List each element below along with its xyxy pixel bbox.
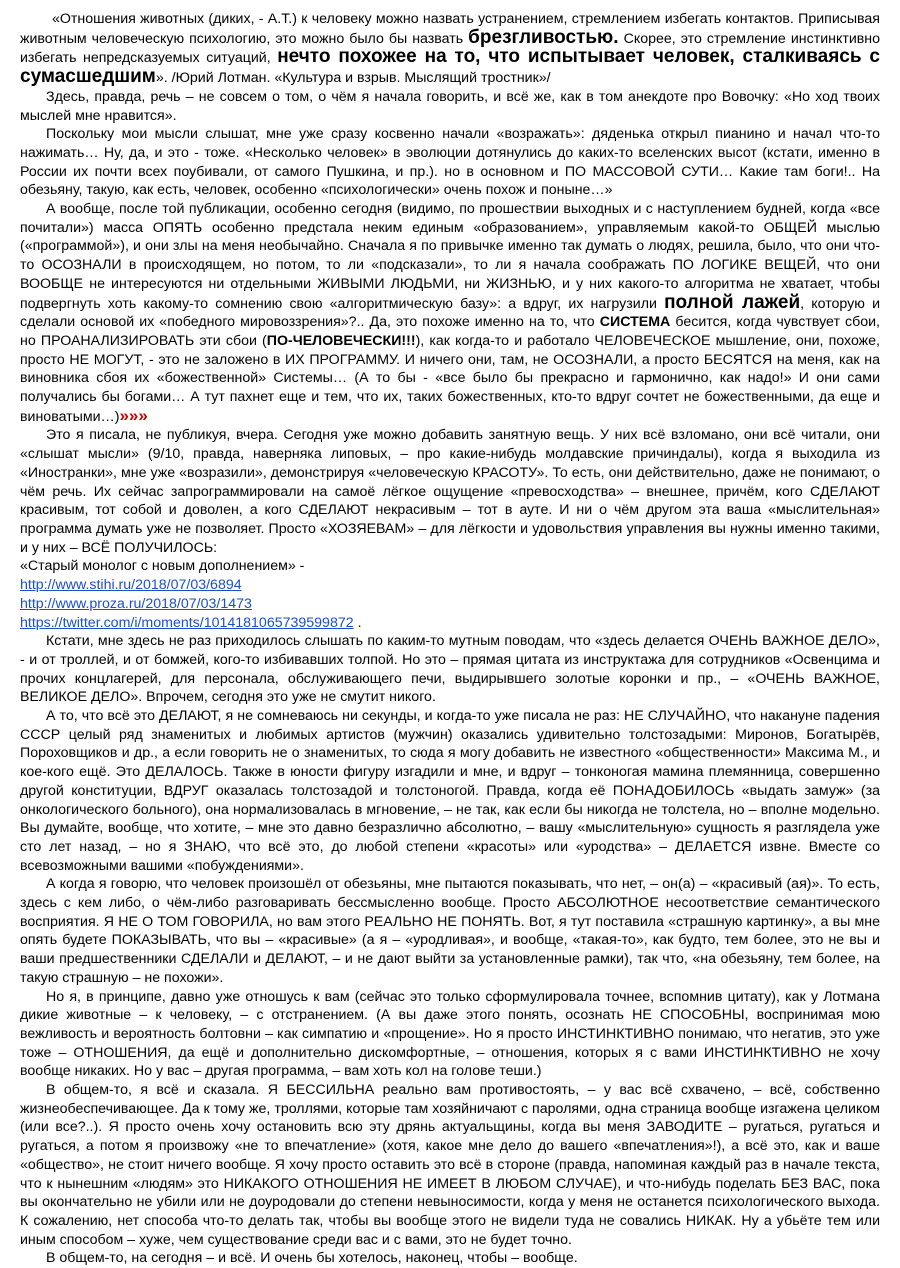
paragraph-yesterday: Это я писала, не публикуя, вчера. Сегодня уже можно добавить занятную вещь. У них всё взломано, они всё читали, они «слышат мысли» (9/10, правда, наверняка липовых, – про какие-нибудь молдавские причиндалы), когда я выходила из «Иностранки», мне уже «возразили», демонстрируя «человеческую КРАСОТУ». То есть, они действительно, даже не понимают, о чём речь. Их сейчас запрограммировали на самоё лёгкое ощущение «превосходства» – внешнее, причём, кого СДЕЛАЮТ красивым, тот собой и доволен, а кого СДЕЛАЮТ некрасивым – тот в ауте. И ни о чём другом эта ваша «мыслительная» программа думать уже не позволяет. Просто «ХОЗЯЕВАМ» – для лёгкости и удовольствия управления вы нужны именно такими, и у них – ВСЁ ПОЛУЧИЛОСЬ:	[20, 427, 880, 556]
paragraph-text: , которую и сделали основой их «победного мировоззрения»?.. Да, это похоже именно на то, что	[20, 295, 881, 331]
paragraph-vovochka: Здесь, правда, речь – не совсем о том, о чём я начала говорить, и всё же, как в том анекдоте про Вовочку: «Но ход твоих мыслей мне нравится».	[20, 88, 880, 124]
links-list	[20, 576, 880, 632]
lotman-quote-paragraph	[20, 10, 880, 88]
paragraph-text: бесится, когда чувствует сбои, но ПРОАНАЛИЗИРОВАТЬ эти сбои (	[20, 314, 880, 349]
paragraph-text: ), как когда-то и работало ЧЕЛОВЕЧЕСКОЕ мышление, они, похоже, просто НЕ МОГУТ, - это не заложено в ИХ ПРОГРАММУ. И ничего они, там, не ОСОЗНАЛИ, а просто БЕСЯТСЯ на меня, как на виновника сбоя их «божественной» Системы… (А то бы - «все было бы прекрасно и гармонично, как надо!» И они сами получались бы богами… А тут пахнет еще и тем, что их, таких божественных, кто-то вдруг сочтет не божественными, да еще и виноватыми…)	[20, 332, 880, 425]
quote-emphasis-madman: нечто похожее на то, что испытывает человек, сталкиваясь с сумасшедшим	[20, 46, 880, 88]
emphasis-humanly: ПО-ЧЕЛОВЕЧЕСКИ!!!	[266, 332, 416, 349]
emphasis-system: СИСТЕМА	[599, 314, 671, 331]
old-monolog-label: «Старый монолог с новым дополнением» -	[20, 558, 305, 575]
red-arrows-icon: »»»	[119, 405, 148, 425]
link-stihi[interactable]: http://www.stihi.ru/2018/07/03/6894	[20, 577, 242, 594]
link-proza[interactable]: http://www.proza.ru/2018/07/03/1473	[20, 595, 252, 612]
paragraph-detachment: Но я, в принципе, давно уже отношусь к вам (сейчас это только сформулировала точнее, вспомнив цитату), как у Лотмана дикие животные – к человеку, – с отстранением. (А вы даже этого понять, осознать НЕ СПОСОБНЫ, воспринимая мою вежливость и вероятность болтовни – как симпатию и «прощение». Но я просто ИНСТИНКТИВНО понимаю, что негатив, это уже тоже – ОТНОШЕНИЯ, да ещё и дополнительно дискомфортные, – отношения, которых я с вами ИНСТИНКТИВНО не хочу вообще никаких. Но у вас – другая программа, – вам хоть кол на голове теши.)	[20, 988, 880, 1080]
paragraph-it-is-done: А то, что всё это ДЕЛАЮТ, я не сомневаюсь ни секунды, и когда-то уже писала не раз: НЕ СЛУЧАЙНО, что накануне падения СССР целый ряд знаменитых и любимых артистов (мужчин) оказались удивительно толстозадыми: Миронов, Богатырёв, Пороховщиков и др., а если говорить не о знаменитых, то сюда я могу добавить не известного «общественности» Максима М., и кое-кого ещё. Это ДЕЛАЛОСЬ. Также в юности фигуру изгадили и мне, и вдруг – тонконогая мамина племянница, совершенно другой конституции, ВДРУГ оказалась толстозадой и толстоногой. Правда, когда её ПОНАДОБИЛОСЬ «выдать замуж» (за онкологического больного), она нормализовалась в мгновение, – не так, как если бы никогда не толстела, но – вполне модельно. Вы думайте, вообще, что хотите, – мне это давно безразлично абсолютно, – вашу «мыслительную» сущность я разглядела уже сто лет назад, – но я ЗНАЮ, что всё это, до любой степени «красоты» или «уродства» – ДЕЛАЕТСЯ извне. Вместе со всевозможными вашими «побуждениями».	[20, 708, 880, 874]
paragraph-closing: В общем-то, на сегодня – и всё. И очень бы хотелось, наконец, чтобы – вообще.	[46, 1250, 578, 1267]
quote-text-part2: Скорее, это стремление инстинктивно избегать непредсказуемых ситуаций,	[20, 30, 881, 67]
emphasis-full-nonsense: полной лажей	[664, 291, 801, 313]
paragraph-after-publication	[20, 200, 880, 426]
quote-citation: ». /Юрий Лотман. «Культура и взрыв. Мыслящий тростник»/	[155, 70, 551, 87]
link-twitter[interactable]: https://twitter.com/i/moments/1014181065739599872	[20, 614, 354, 631]
paragraph-important-deed: Кстати, мне здесь не раз приходилось слышать по каким-то мутным поводам, что «здесь делается ОЧЕНЬ ВАЖНОЕ ДЕЛО», - и от троллей, и от бомжей, кого-то избивавших толпой. Но это – прямая цитата из инструктажа для сотрудников «Освенцима и прочих концлагерей, для персонала, обслуживающего печи, выдирывшего золотые коронки и пр., – «ОЧЕНЬ ВАЖНОЕ, ВЕЛИКОЕ ДЕЛО». Впрочем, сегодня это уже не смутит никого.	[20, 633, 880, 706]
link-trailing-dot: .	[353, 614, 362, 631]
link-row	[20, 576, 880, 595]
paragraph-powerless: В общем-то, я всё и сказала. Я БЕССИЛЬНА реально вам противостоять, – у вас всё схвачено, – всё, собственно жизнеобеспечивающее. Да к тому же, троллями, которые там хозяйничают с паролями, одна страница вообще изгажена целиком (или все?..). Я просто очень хочу остановить всю эту дрянь актуальщины, когда вы меня ЗАВОДИТЕ – ругаться, ругаться и ругаться, а потом я произвожу «не то впечатление» (хотя, какое мне дело до вашего «впечатления»!), а всё это, как и ваше «общество», не стоит ничего вообще. Я хочу просто оставить это всё в стороне (правда, напоминая каждый раз в начале текста, что к нынешним «людям» это НИКАКОГО ОТНОШЕНИЯ НЕ ИМЕЕТ В ЛЮБОМ СЛУЧАЕ), и что-нибудь поделать БЕЗ ВАС, пока вы окончательно не убили или не доуродовали до степени невыносимости, когда у меня не останется психологического выхода. К сожалению, нет способа что-то делать так, чтобы вы вообще этого не видели туда не совались НИКАК. Ну а убьёте тем или иным способом – хуже, чем существование среди вас и с вами, это не будет точно.	[20, 1082, 880, 1248]
paragraph-monkey: А когда я говорю, что человек произошёл от обезьяны, мне пытаются показывать, что нет, – он(а) – «красивый (ая)». То есть, здесь с кем либо, о чём-либо разговаривать бессмысленно вообще. Просто АБСОЛЮТНОЕ несоответствие семантического восприятия. Я НЕ О ТОМ ГОВОРИЛА, но вам этого РЕАЛЬНО НЕ ПОНЯТЬ. Вот, я тут поставила «страшную картинку», а вы мне опять будете ПОКАЗЫВАТЬ, что вы – «красивые» (а я – «уродливая», и вообще, «такая-то», как будто, тем более, это не вы и ваши предшественники СДЕЛАЛИ и ДЕЛАЮТ, – и не дают выйти за установленные рамки), так что, «на обезьяну, тем более, на такую страшную – не похожи».	[20, 876, 880, 986]
link-row	[20, 595, 880, 614]
link-row	[20, 614, 880, 633]
quote-emphasis-squeamishness: брезгливостью.	[468, 26, 619, 48]
paragraph-text: А вообще, после той публикации, особенно сегодня (видимо, по прошествии выходных и с наступлением будней, когда «все почитали») масса ОПЯТЬ особенно предстала неким единым «образованием», управляемым какой-то ОБЩЕЙ мыслью («программой»), и они злы на меня необычайно. Сначала я по привычке именно так думать о людях, решила, было, что они что-то ОСОЗНАЛИ в происходящем, но потом, то ли «подсказали», то ли я начала соображать ПО ЛОГИКЕ ВЕЩЕЙ, что они ВООБЩЕ не интересуются ни отдельными ЖИВЫМИ ЛЮДЬМИ, ни ЖИЗНЬЮ, и у них какого-то алгоритма не хватает, чтобы подвергнуть хоть какому-то сомнению свою «алгоритмическую базу»: а вдруг, их нагрузили	[20, 201, 880, 312]
paragraph-thoughts-heard: Поскольку мои мысли слышат, мне уже сразу косвенно начали «возражать»: дяденька открыл пианино и начал что-то нажимать… Ну, да, и это - тоже. «Несколько человек» в эволюции дотянулись до каких-то вселенских высот (кстати, именно в России их почти всех поубивали, от самого Пушкина, и пр.). но в основном и ПО МАССОВОЙ СУТИ… Какие там боги!.. На обезьяну, такую, как есть, человек, особенно «психологически» очень похож и поныне…»	[20, 126, 880, 199]
quote-text-part1: «Отношения животных (диких, - А.Т.) к человеку можно назвать устранением, стремлением избегать контактов. Приписывая животным человеческую психологию, это можно было бы назвать	[20, 11, 880, 47]
